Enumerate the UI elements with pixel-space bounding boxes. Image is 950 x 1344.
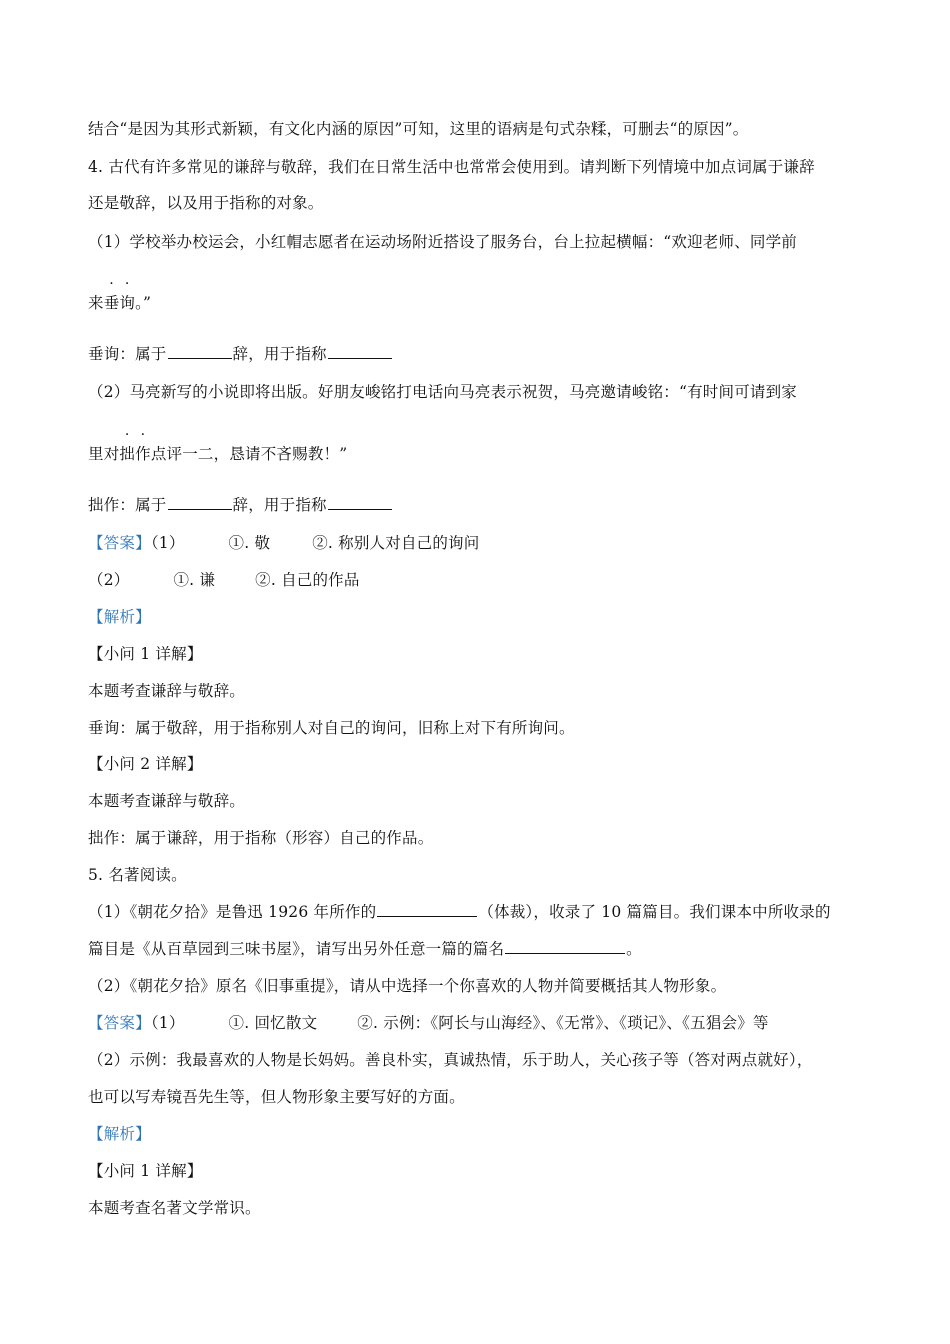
emphasis-char: 垂: [103, 294, 120, 312]
emphasis-char: 作: [135, 445, 151, 463]
text-span: 篇目是《从百草园到三味书屋》，请写出另外任意一篇的篇名: [88, 940, 505, 958]
answer-line-2: [88, 569, 360, 591]
analysis-label: 【解析】: [88, 608, 151, 626]
question-5-sub2: （2）《朝花夕拾》原名《旧事重提》，请从中选择一个你喜欢的人物并简要概括其人物形象。: [88, 977, 727, 995]
answer-line-3: [88, 1012, 769, 1034]
answer-line-4: （2）示例：我最喜欢的人物是长妈妈。善良朴实，真诚热情，乐于助人，关心孩子等（答对两点就好），: [88, 1051, 813, 1069]
choice-1: ①. 谦: [173, 571, 216, 589]
text-line: 本题考查谦辞与敬辞。: [88, 682, 246, 700]
text-span: 辞，用于指称: [232, 345, 327, 363]
subquestion-heading: 【小问 1 详解】: [88, 1162, 203, 1180]
question-4-line-1: 4. 古代有许多常见的谦辞与敬辞，我们在日常生活中也常常会使用到。请判断下列情境中加点词属于谦辞: [88, 158, 815, 176]
subquestion-1-line-2: [88, 292, 151, 314]
fill-in-line-1: [88, 343, 393, 365]
question-4-line-2: 还是敬辞，以及用于指称的对象。: [88, 194, 324, 212]
text-span: 拙作：属于: [88, 496, 167, 514]
choice-2: ②. 示例：《阿长与山海经》、《无常》、《琐记》、《五猖会》等: [357, 1014, 769, 1032]
choice-1: ①. 敬: [228, 534, 271, 552]
question-5-sub1-line-1: [88, 901, 831, 923]
subquestion-2-line-2: [88, 443, 347, 465]
answer-label: 【答案】: [88, 534, 151, 552]
question-5-sub1-line-2: [88, 938, 642, 960]
subquestion-1-line-1: （1）学校举办校运会，小红帽志愿者在运动场附近搭设了服务台，台上拉起横幅：“欢迎老师、同学前: [88, 233, 797, 251]
subquestion-heading: 【小问 2 详解】: [88, 755, 203, 773]
fill-in-line-2: [88, 494, 393, 516]
text-span: 辞，用于指称: [232, 496, 327, 514]
text-line: 本题考查谦辞与敬辞。: [88, 792, 246, 810]
answer-blank[interactable]: [168, 343, 232, 359]
answer-blank[interactable]: [328, 343, 392, 359]
subquestion-heading: 【小问 1 详解】: [88, 645, 203, 663]
text-span: （2）: [88, 571, 130, 589]
choice-2: ②. 自己的作品: [255, 571, 360, 589]
text-span: 垂询：属于: [88, 345, 167, 363]
answer-blank[interactable]: [168, 494, 232, 510]
text-span: （1）: [150, 534, 185, 552]
emphasis-char: 询: [119, 294, 136, 312]
text-span: 。: [626, 940, 642, 958]
choice-1: ①. 回忆散文: [228, 1014, 318, 1032]
subquestion-2-line-1: （2）马亮新写的小说即将出版。好朋友峻铭打电话向马亮表示祝贺，马亮邀请峻铭：“有时间可请到家: [88, 383, 797, 401]
text-line: 垂询：属于敬辞，用于指称别人对自己的询问，旧称上对下有所询问。: [88, 719, 575, 737]
answer-blank[interactable]: [328, 494, 392, 510]
answer-blank[interactable]: [377, 901, 477, 917]
analysis-label: 【解析】: [88, 1125, 151, 1143]
text-line: 拙作：属于谦辞，用于指称（形容）自己的作品。: [88, 829, 434, 847]
answer-line-5: 也可以写寿镜吾先生等，但人物形象主要写好的方面。: [88, 1088, 465, 1106]
text-span: （1）: [150, 1014, 185, 1032]
text-line: 本题考查名著文学常识。: [88, 1199, 261, 1217]
answer-line-1: [88, 532, 479, 554]
answer-blank[interactable]: [505, 938, 625, 954]
text-span: （体裁），收录了 10 篇篇目。我们课本中所收录的: [478, 903, 831, 921]
question-5-title: 5. 名著阅读。: [88, 866, 187, 884]
emphasis-char: 拙: [119, 445, 136, 463]
text-span: 来: [88, 294, 104, 312]
text-span: 点评一二，恳请不吝赐教！”: [150, 445, 348, 463]
text-span: 里对: [88, 445, 120, 463]
text-line: 结合“是因为其形式新颖，有文化内涵的原因”可知，这里的语病是句式杂糅，可删去“的原因”。: [88, 120, 749, 138]
text-span: 。”: [135, 294, 152, 312]
text-span: （1）《朝花夕拾》是鲁迅 1926 年所作的: [88, 903, 377, 921]
choice-2: ②. 称别人对自己的询问: [312, 534, 480, 552]
answer-label: 【答案】: [88, 1014, 151, 1032]
